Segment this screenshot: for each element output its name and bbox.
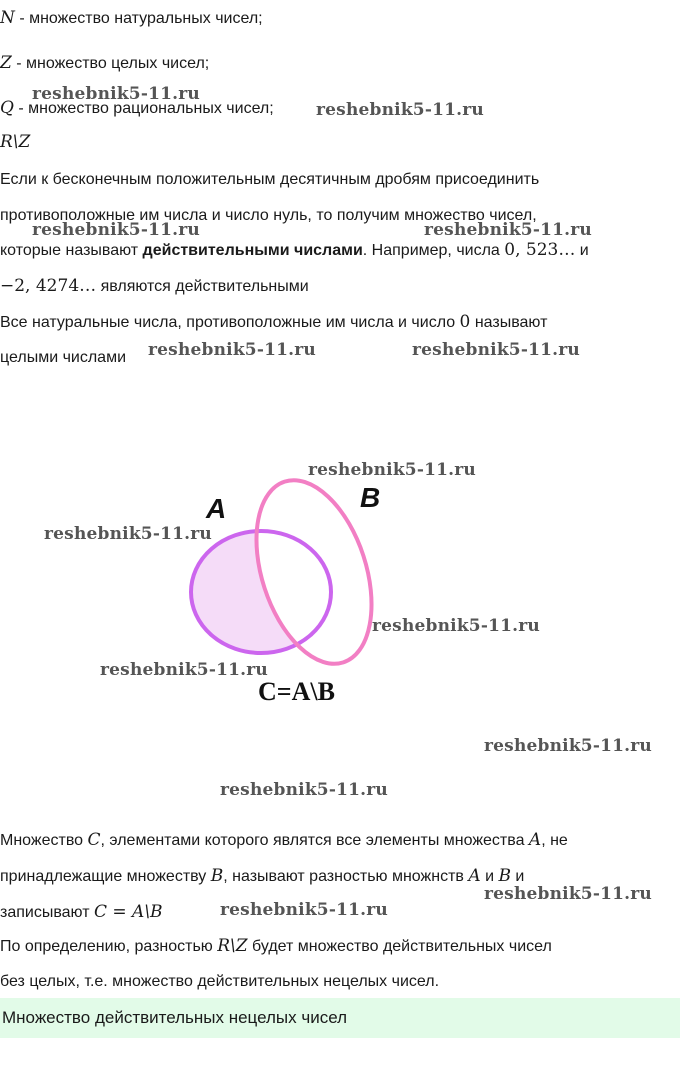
para4-text: будет множество действительных чисел bbox=[247, 938, 552, 955]
para3-line2 bbox=[0, 866, 524, 887]
para2-line2: целыми числами bbox=[0, 349, 127, 366]
symbol-b: B bbox=[498, 866, 511, 886]
watermark: reshebnik5-11.ru bbox=[484, 736, 652, 756]
watermark: reshebnik5-11.ru bbox=[424, 220, 592, 240]
para3-text: и bbox=[510, 868, 525, 885]
para3-text: записывают bbox=[0, 904, 94, 921]
para1-text: и bbox=[575, 242, 589, 259]
para1-text: которые называют bbox=[0, 242, 143, 259]
label-b: B bbox=[360, 482, 381, 513]
expr-r-minus-z: R\Z bbox=[217, 936, 248, 956]
para2-text: называют bbox=[470, 314, 548, 331]
para3-text: , элементами которого являтся все элементы множества bbox=[100, 832, 529, 849]
symbol-c: C bbox=[87, 830, 101, 850]
para2-text: Все натуральные числа, противоположные им числа и число bbox=[0, 314, 460, 331]
para3-text: Множество bbox=[0, 832, 88, 849]
def-q-text: - множество рациональных чисел; bbox=[13, 100, 274, 117]
para4-line2: без целых, т.е. множество действительных нецелых чисел. bbox=[0, 973, 440, 990]
para3-text: , не bbox=[541, 832, 568, 849]
para1-text: являются действительными bbox=[96, 278, 309, 295]
para3-line1 bbox=[0, 830, 568, 851]
def-n-text: - множество натуральных чисел; bbox=[14, 10, 263, 27]
para3-text: , называют разностью множнств bbox=[223, 868, 469, 885]
para1-line1: Если к бесконечным положительным десятичным дробям присоединить bbox=[0, 171, 540, 188]
para3-text: и bbox=[480, 868, 499, 885]
expr-rz-text: R\Z bbox=[0, 132, 31, 152]
watermark: reshebnik5-11.ru bbox=[148, 340, 316, 360]
para4-line1 bbox=[0, 936, 552, 957]
formula-c-equals-a-minus-b: C = A\B bbox=[93, 902, 163, 922]
answer-box bbox=[0, 998, 680, 1038]
number-zero: 0 bbox=[459, 312, 471, 332]
symbol-b: B bbox=[210, 866, 224, 886]
para3-line3 bbox=[0, 902, 163, 923]
symbol-a: A bbox=[528, 830, 542, 850]
watermark: reshebnik5-11.ru bbox=[100, 660, 268, 680]
number-2: −2, 4274… bbox=[0, 276, 97, 296]
symbol-q: Q bbox=[0, 98, 14, 118]
watermark: reshebnik5-11.ru bbox=[308, 460, 476, 480]
diagram-caption: C=A\B bbox=[258, 677, 335, 706]
symbol-a: A bbox=[468, 866, 481, 886]
term-real-numbers: действительными числами bbox=[142, 242, 363, 259]
para4-text: По определению, разностью bbox=[0, 938, 218, 955]
para3-text: принадлежащие множеству bbox=[0, 868, 211, 885]
watermark: reshebnik5-11.ru bbox=[32, 220, 200, 240]
para1-line2: противоположные им числа и число нуль, то получим множество чисел, bbox=[0, 207, 537, 224]
watermark: reshebnik5-11.ru bbox=[484, 884, 652, 904]
def-z-text: - множество целых чисел; bbox=[11, 55, 210, 72]
watermark: reshebnik5-11.ru bbox=[316, 100, 484, 120]
watermark: reshebnik5-11.ru bbox=[32, 84, 200, 104]
watermark: reshebnik5-11.ru bbox=[44, 524, 212, 544]
label-a: A bbox=[206, 493, 227, 524]
answer-text: Множество действительных нецелых чисел bbox=[2, 1008, 348, 1027]
watermark: reshebnik5-11.ru bbox=[372, 616, 540, 636]
watermark: reshebnik5-11.ru bbox=[412, 340, 580, 360]
watermark: reshebnik5-11.ru bbox=[220, 780, 388, 800]
number-1: 0, 523… bbox=[504, 240, 576, 260]
symbol-n: N bbox=[0, 8, 15, 28]
symbol-z: Z bbox=[0, 53, 12, 73]
para1-text: . Например, числа bbox=[362, 242, 505, 259]
watermark: reshebnik5-11.ru bbox=[220, 900, 388, 920]
